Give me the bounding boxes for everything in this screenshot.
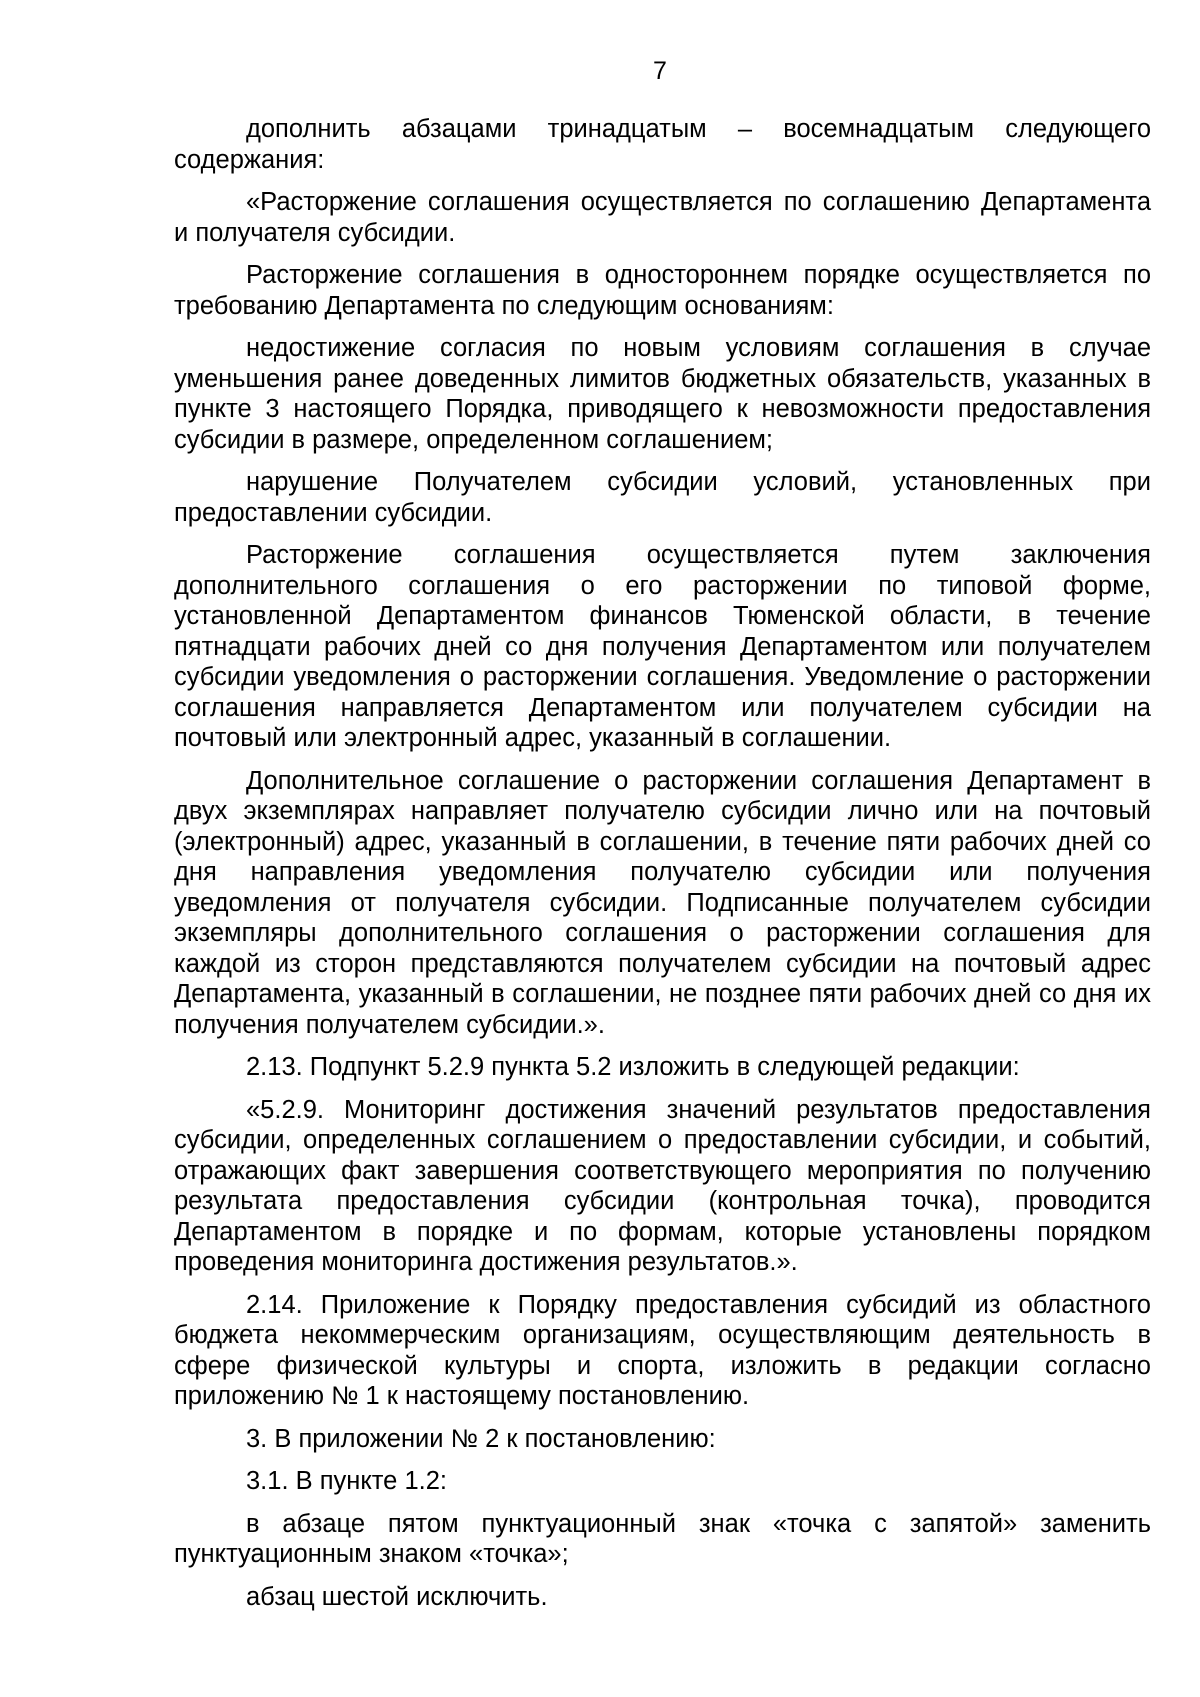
paragraph: нарушение Получателем субсидии условий, установленных при предоставлении субсидии.	[174, 468, 1151, 527]
paragraph: абзац шестой исключить.	[246, 1582, 548, 1611]
paragraph: недостижение согласия по новым условиям соглашения в случае уменьшения ранее доведенных лимитов бюджетных обязательств, указанных в пункте 3 настоящего Порядка, приводящего к невозможности предоставления субсидии в размере, определенном соглашением;	[174, 334, 1151, 454]
paragraph: в абзаце пятом пунктуационный знак «точка с запятой» заменить пунктуационным знаком «точка»;	[174, 1509, 1151, 1568]
paragraph: Расторжение соглашения осуществляется путем заключения дополнительного соглашения о его расторжении по типовой форме, установленной Департаментом финансов Тюменской области, в течение пятнадцати рабочих дней со дня получения Департаментом или получателем субсидии уведомления о расторжении соглашения. Уведомление о расторжении соглашения направляется Департаментом или получателем субсидии на почтовый или электронный адрес, указанный в соглашении.	[174, 541, 1151, 752]
paragraph: Расторжение соглашения в одностороннем порядке осуществляется по требованию Департамента по следующим основаниям:	[174, 261, 1151, 320]
paragraph: Дополнительное соглашение о расторжении соглашения Департамент в двух экземплярах направляет получателю субсидии лично или на почтовый (электронный) адрес, указанный в соглашении, в течение пяти рабочих дней со дня направления уведомления получателю субсидии или получения уведомления от получателя субсидии. Подписанные получателем субсидии экземпляры дополнительного соглашения о расторжении соглашения для каждой из сторон представляются получателем субсидии на почтовый адрес Департамента, указанный в соглашении, не позднее пяти рабочих дней со дня их получения получателем субсидии.».	[174, 766, 1151, 1039]
paragraph: «5.2.9. Мониторинг достижения значений результатов предоставления субсидии, определенных соглашением о предоставлении субсидии, и событий, отражающих факт завершения соответствующего мероприятия по получению результата предоставления субсидии (контрольная точка), проводится Департаментом в порядке и по формам, которые установлены порядком проведения мониторинга достижения результатов.».	[174, 1095, 1151, 1276]
paragraph: дополнить абзацами тринадцатым – восемнадцатым следующего содержания:	[174, 115, 1151, 174]
paragraph: «Расторжение соглашения осуществляется по соглашению Департамента и получателя субсидии.	[174, 188, 1151, 247]
paragraph: 3. В приложении № 2 к постановлению:	[246, 1424, 716, 1453]
paragraph: 3.1. В пункте 1.2:	[246, 1467, 447, 1495]
paragraph: 2.13. Подпункт 5.2.9 пункта 5.2 изложить в следующей редакции:	[246, 1053, 1020, 1081]
page-number: 7	[653, 57, 667, 85]
paragraph: 2.14. Приложение к Порядку предоставления субсидий из областного бюджета некоммерческим организациям, осуществляющим деятельность в сфере физической культуры и спорта, изложить в редакции согласно приложению № 1 к настоящему постановлению.	[174, 1290, 1151, 1410]
document-body	[174, 114, 1151, 1624]
